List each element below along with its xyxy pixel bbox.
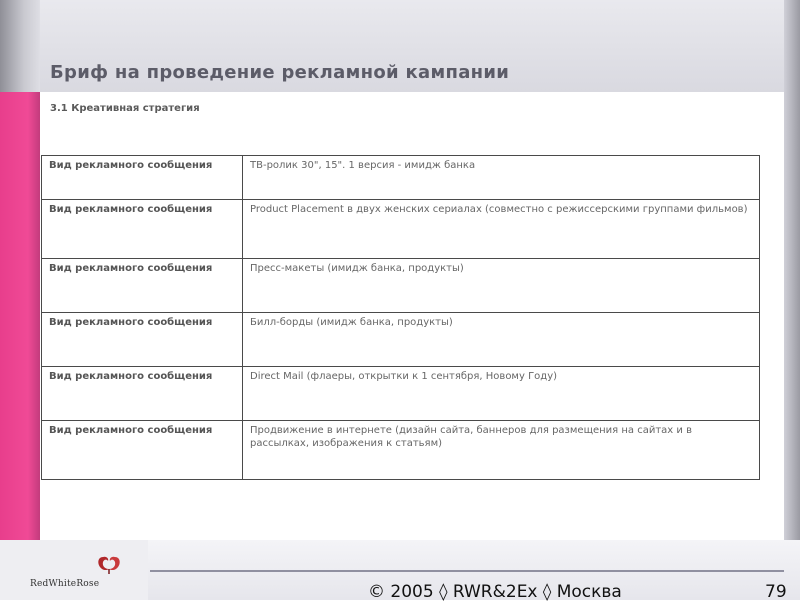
slide-title: Бриф на проведение рекламной кампании	[50, 62, 510, 83]
row-label: Вид рекламного сообщения	[42, 367, 243, 421]
row-label: Вид рекламного сообщения	[42, 259, 243, 313]
row-value: Product Placement в двух женских сериалах (совместно с режиссерскими группами фильмов)	[243, 200, 760, 259]
accent-bar	[0, 92, 40, 540]
rose-logo-icon	[94, 553, 124, 575]
table-row	[42, 367, 760, 421]
logo-wordmark: RedWhiteRose	[30, 579, 100, 589]
right-frame	[784, 0, 800, 600]
table-row	[42, 259, 760, 313]
page-number: 79	[765, 582, 787, 602]
row-value: ТВ-ролик 30", 15". 1 версия - имидж банка	[243, 156, 760, 200]
table-row	[42, 313, 760, 367]
brief-table	[41, 155, 760, 480]
section-subtitle: 3.1 Креативная стратегия	[50, 103, 200, 114]
table-row	[42, 200, 760, 259]
row-value: Продвижение в интернете (дизайн сайта, баннеров для размещения на сайтах и в рассылках, изображения к статьям)	[243, 421, 760, 480]
row-label: Вид рекламного сообщения	[42, 156, 243, 200]
table-row	[42, 421, 760, 480]
row-label: Вид рекламного сообщения	[42, 421, 243, 480]
row-value: Билл-борды (имидж банка, продукты)	[243, 313, 760, 367]
row-value: Direct Mail (флаеры, открытки к 1 сентября, Новому Году)	[243, 367, 760, 421]
row-value: Пресс-макеты (имидж банка, продукты)	[243, 259, 760, 313]
footer-copyright: © 2005 ◊ RWR&2Ex ◊ Москва	[368, 582, 622, 602]
row-label: Вид рекламного сообщения	[42, 200, 243, 259]
logo-area	[0, 540, 148, 600]
table-row	[42, 156, 760, 200]
footer-divider	[150, 570, 784, 572]
row-label: Вид рекламного сообщения	[42, 313, 243, 367]
